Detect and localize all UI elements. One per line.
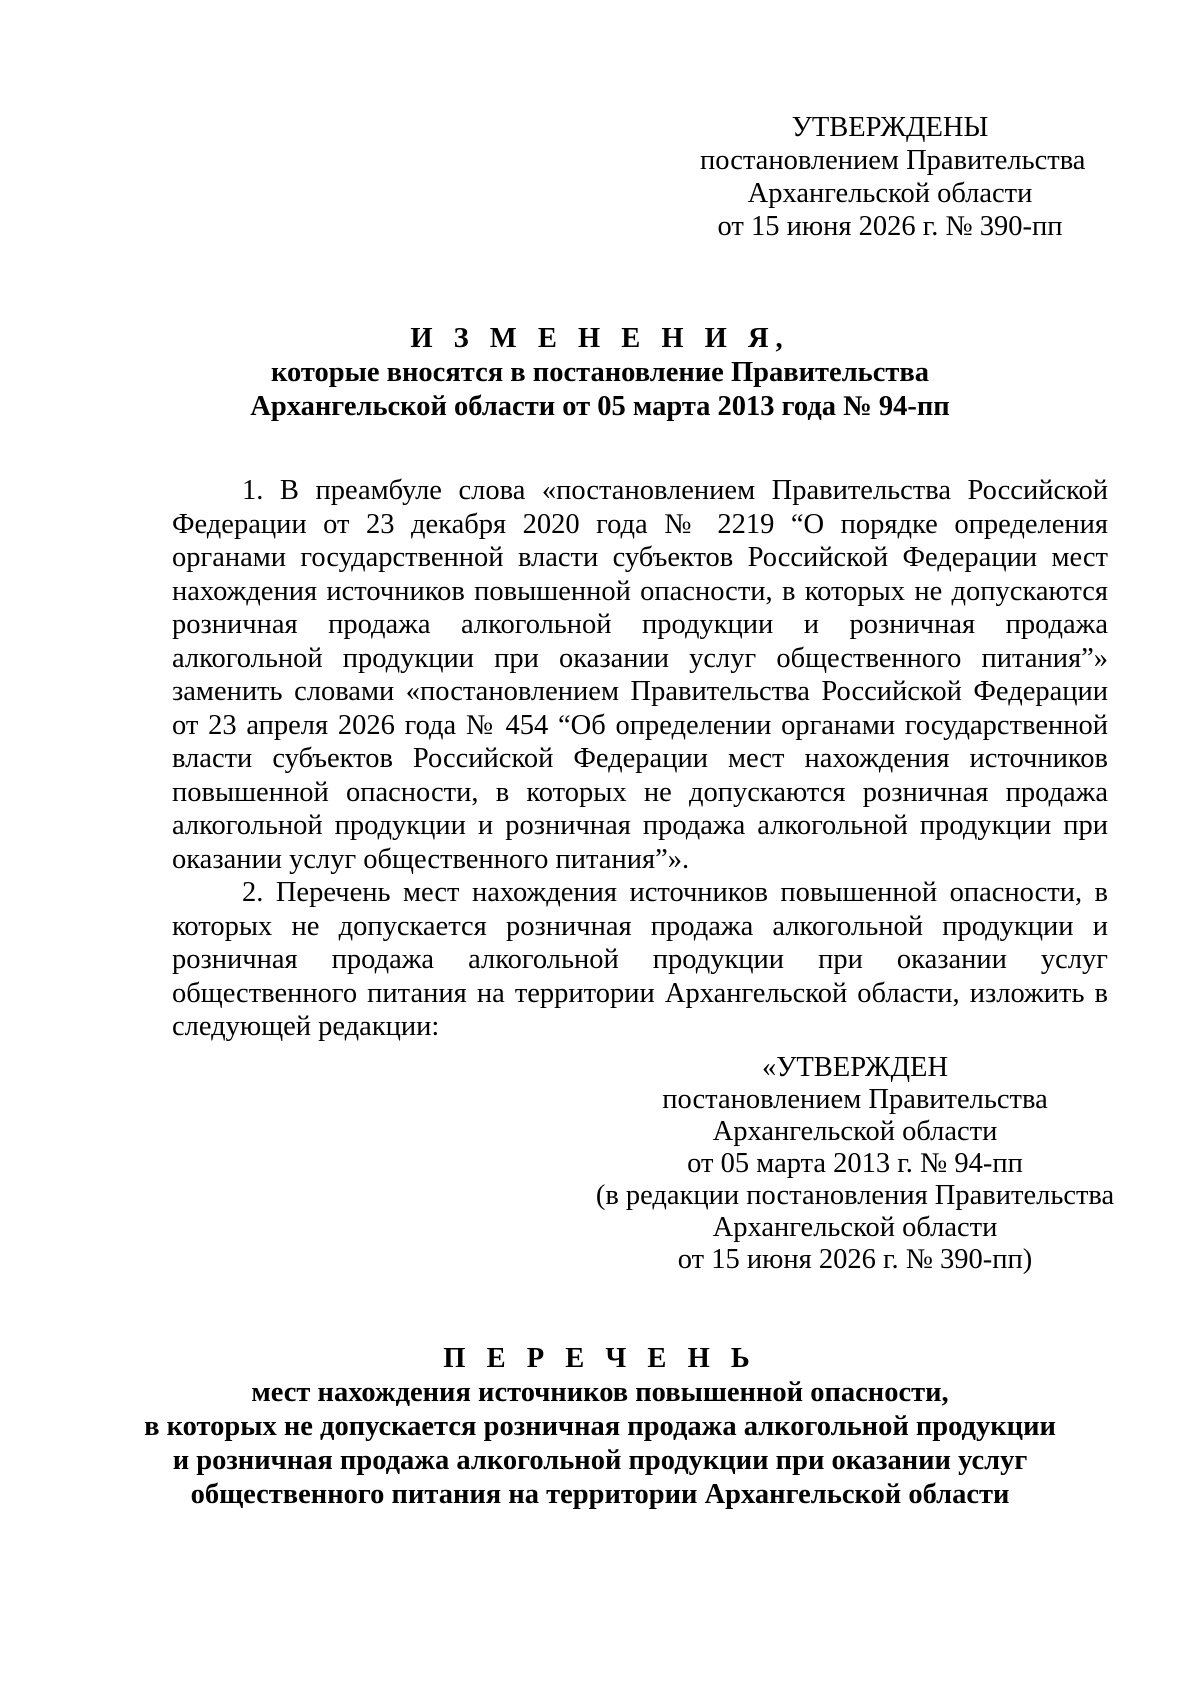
list-subtitle-line: в которых не допускается розничная продажа алкогольной продукции — [144, 1411, 1056, 1442]
changes-subtitle-line: которые вносятся в постановление Правительства — [270, 357, 930, 388]
list-heading: П Е Р Е Ч Е Н Ь — [443, 1343, 757, 1374]
approval-stamp-top — [700, 111, 1086, 243]
approval-date-number: от 15 июня 2026 г. № 390-пп — [717, 211, 1063, 242]
changes-heading: И З М Е Н Е Н И Я, — [410, 323, 790, 354]
approval-date-number: от 15 июня 2026 г. № 390-пп) — [677, 1244, 1033, 1275]
list-subtitle-line: и розничная продажа алкогольной продукции при оказании услуг — [172, 1445, 1028, 1476]
approval-date-number: от 05 марта 2013 г. № 94-пп — [687, 1148, 1023, 1179]
list-subtitle-line: мест нахождения источников повышенной опасности, — [251, 1377, 949, 1408]
list-title-block — [120, 1342, 1080, 1512]
changes-title-block — [120, 322, 1080, 424]
paragraph-2: 2. Перечень мест нахождения источников повышенной опасности, в которых не допускается розничная продажа алкогольной продукции и розничная продажа алкогольной продукции при оказании услуг общественного питания на территории Архангельской области, изложить в следующей редакции: — [172, 877, 1108, 1042]
approval-heading: УТВЕРЖДЕНЫ — [791, 112, 989, 143]
approval-line: Архангельской области — [747, 178, 1033, 209]
approval-line: постановлением Правительства — [700, 145, 1086, 176]
approval-line: постановлением Правительства — [662, 1084, 1048, 1115]
approval-stamp-inner — [585, 1052, 1125, 1276]
document-body — [172, 474, 1108, 1044]
approval-edition-line: (в редакции постановления Правительства — [595, 1180, 1115, 1211]
approval-heading: «УТВЕРЖДЕН — [761, 1052, 949, 1083]
paragraph-1: 1. В преамбуле слова «постановлением Правительства Российской Федерации от 23 декабря 2020 года № 2219 “О порядке определения органами государственной власти субъектов Российской Федерации мест нахождения источников повышенной опасности, в которых не допускаются розничная продажа алкогольной продукции и розничная продажа алкогольной продукции при оказании услуг общественного питания”» заменить словами «постановлением Правительства Российской Федерации от 23 апреля 2026 года № 454 “Об определении органами государственной власти субъектов Российской Федерации мест нахождения источников повышенной опасности, в которых не допускаются розничная продажа алкогольной продукции и розничная продажа алкогольной продукции при оказании услуг общественного питания”». — [172, 475, 1108, 875]
approval-line: Архангельской области — [712, 1212, 998, 1243]
approval-line: Архангельской области — [712, 1116, 998, 1147]
list-subtitle-line: общественного питания на территории Архангельской области — [190, 1479, 1010, 1510]
changes-subtitle-line: Архангельской области от 05 марта 2013 года № 94-пп — [250, 391, 950, 422]
